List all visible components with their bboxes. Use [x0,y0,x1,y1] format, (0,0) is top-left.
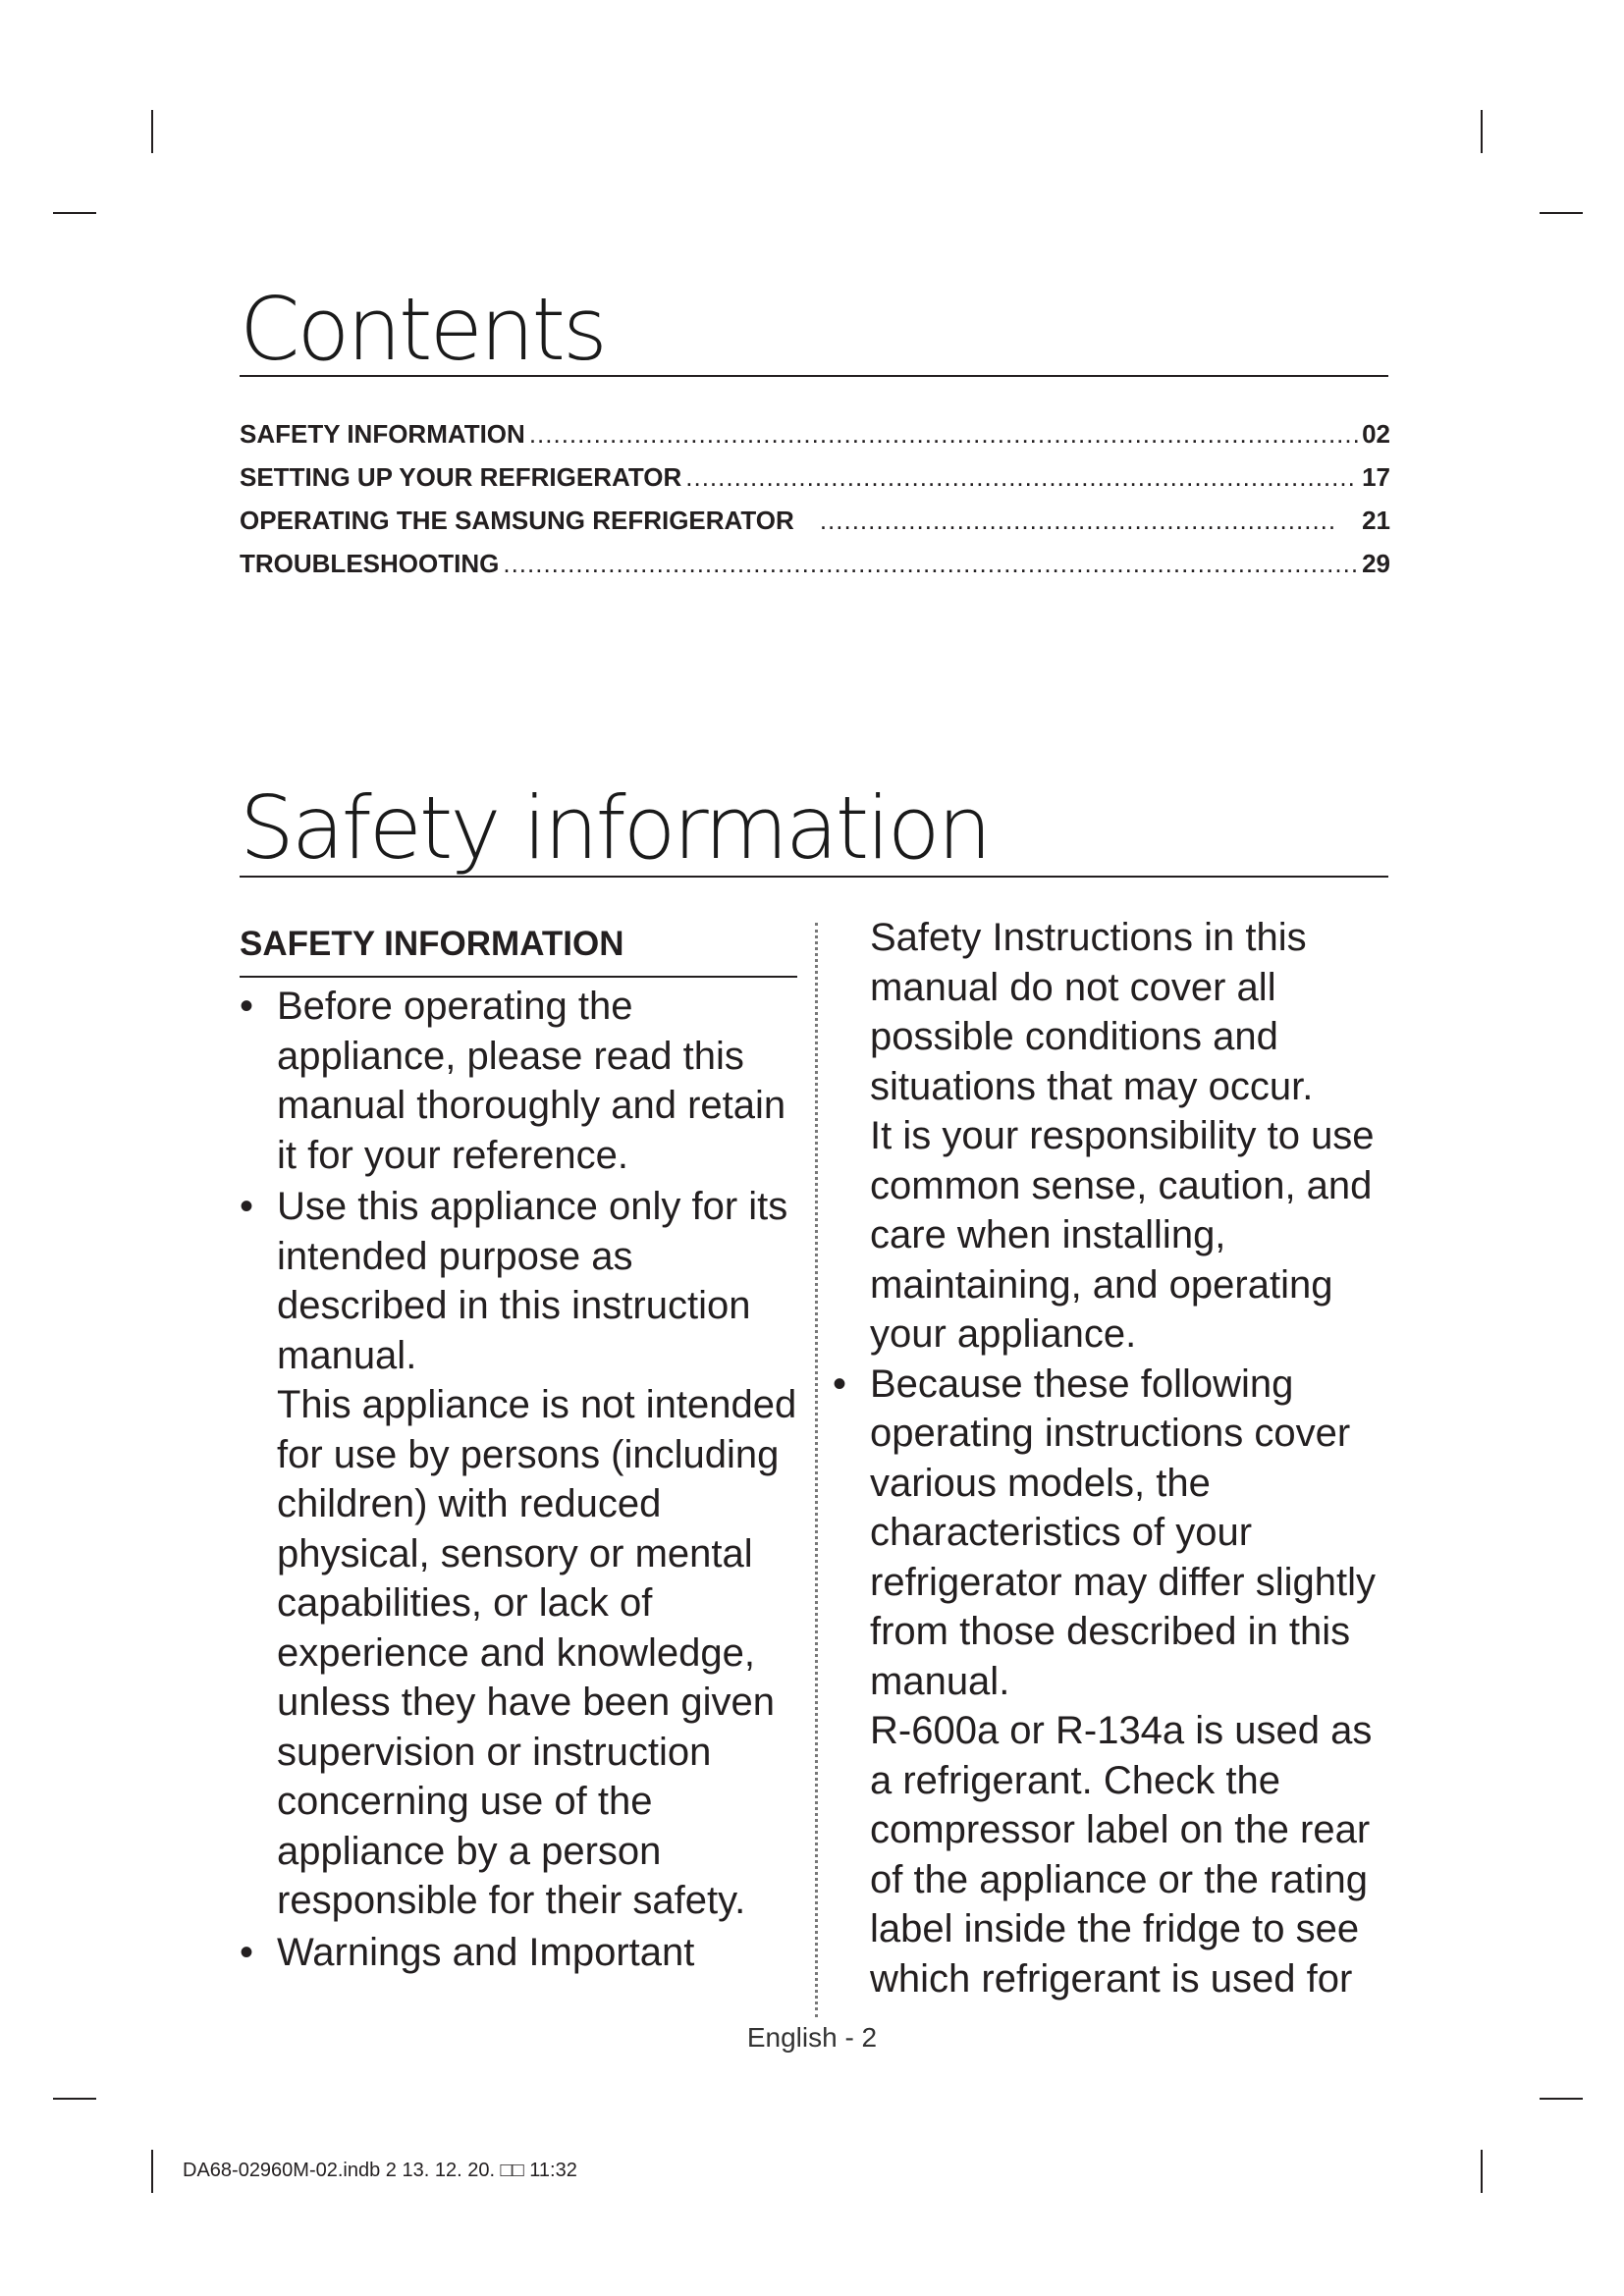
toc-entry-label: TROUBLESHOOTING [240,549,500,578]
bullet-item [240,1928,797,1978]
bullet-item [240,982,797,1180]
bullet-text: Because these following operating instructions cover various models, the characteristics of your refrigerator may differ slightly from those described in this manual. [870,1362,1376,1703]
bullet-dot-icon: • [240,985,254,1028]
toc-entry-label: OPERATING THE SAMSUNG REFRIGERATOR [240,506,794,535]
toc-entry[interactable] [240,412,1390,455]
bullet-dot-icon: • [240,1185,254,1228]
crop-mark [1481,2150,1483,2193]
contents-title: Contents [240,287,1388,377]
crop-mark [1540,212,1583,214]
paragraph: Safety Instructions in this manual do not cover all possible conditions and situations that may occur. [870,916,1314,1108]
crop-mark [151,110,153,153]
left-column [240,913,797,1977]
bullet-item [240,1182,797,1380]
toc-entry-label: SETTING UP YOUR REFRIGERATOR [240,462,682,492]
crop-mark [1540,2098,1583,2100]
bullet-item [833,1360,1402,1707]
crop-mark [53,2098,96,2100]
paragraph: This appliance is not intended for use by persons (including children) with reduced physical, sensory or mental capabilities, or lack of experience and knowledge, unless they have been given supervision or instruction concerning use of the appliance by a person responsible for their safety. [277,1383,797,1922]
toc-leader-dots [529,412,1358,455]
toc-entry-page: 17 [1362,462,1390,492]
toc-leader-dots [685,455,1358,499]
toc-leader-dots [503,542,1358,585]
paragraph: R-600a or R-134a is used as a refrigerant. Check the compressor label on the rear of the appliance or the rating label inside the fridge to see which refrigerant is used for [870,1709,1373,2001]
print-file-stamp: DA68-02960M-02.indb 2 13. 12. 20. □□ 11:32 [183,2160,577,2181]
safety-title: Safety information [240,785,1388,878]
toc-entry-page: 29 [1362,549,1390,578]
toc-entry[interactable] [240,542,1390,585]
right-column [833,913,1402,2003]
bullet-text: Before operating the appliance, please read this manual thoroughly and retain it for your reference. [277,985,786,1177]
crop-mark [1481,110,1483,153]
bullet-dot-icon: • [240,1930,254,1974]
toc-entry-label: SAFETY INFORMATION [240,419,525,449]
toc-entry[interactable] [240,455,1390,499]
toc-leader-dots [820,499,1336,542]
bullet-dot-icon: • [833,1362,847,1406]
toc-entry[interactable] [240,499,1390,542]
page-number: English - 2 [746,2022,878,2053]
column-divider [815,923,818,2017]
safety-subheading: SAFETY INFORMATION [240,913,797,978]
bullet-text: Warnings and Important [277,1930,695,1974]
toc-entry-page: 02 [1362,419,1390,449]
crop-mark [151,2150,153,2193]
paragraph: It is your responsibility to use common sense, caution, and care when installing, maintaining, and operating your appliance. [870,1114,1375,1356]
toc-entry-page: 21 [1362,506,1390,535]
table-of-contents [240,412,1390,585]
bullet-text: Use this appliance only for its intended purpose as described in this instruction manual. [277,1185,788,1377]
crop-mark [53,212,96,214]
